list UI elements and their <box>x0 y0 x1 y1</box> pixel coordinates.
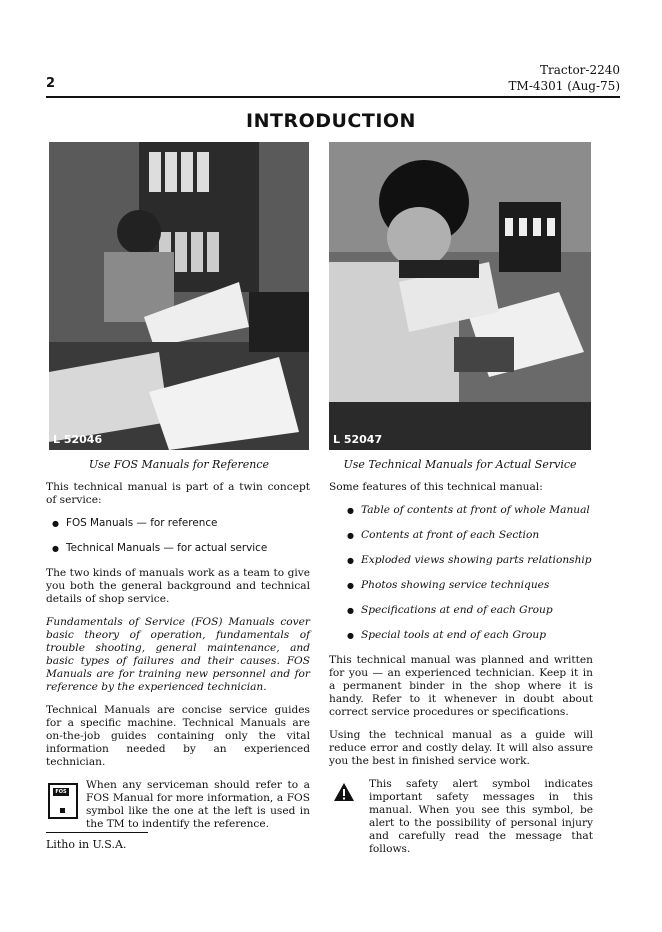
photo-label-left: L 52046 <box>53 433 103 446</box>
list-item: ● Technical Manuals — for actual service <box>46 542 310 555</box>
caption-right: Use Technical Manuals for Actual Service <box>343 458 577 471</box>
list-item: ● Contents at front of each Section <box>341 529 593 542</box>
left-bullet-list <box>46 517 310 555</box>
photo-label-right: L 52047 <box>333 433 383 446</box>
fos-note-block <box>46 779 310 831</box>
right-para-2: Using the technical manual as a guide will reduce error and costly delay. It will also assure you the best in finished service work. <box>329 729 593 767</box>
right-column <box>329 481 593 866</box>
caption-left: Use FOS Manuals for Reference <box>88 458 270 471</box>
list-item: ● Special tools at end of each Group <box>341 629 593 642</box>
left-intro: This technical manual is part of a twin concept of service: <box>46 481 310 506</box>
fos-note: When any serviceman should refer to a FOS Manual for more information, a FOS symbol like the one at the left is used in the TM to indentify the reference. <box>86 779 310 830</box>
footer-rule <box>46 832 148 833</box>
left-para-1: The two kinds of manuals work as a team to give you both the general background and technical details of shop service. <box>46 567 310 605</box>
safety-alert-note: This safety alert symbol indicates important safety messages in this manual. When you see this symbol, be alert to the possibility of personal injury and carefully read the message that follows. <box>369 778 593 855</box>
list-item: ● Specifications at end of each Group <box>341 604 593 617</box>
header-meta <box>509 62 620 94</box>
header-model: Tractor-2240 <box>540 63 620 77</box>
left-para-3: Technical Manuals are concise service guides for a specific machine. Technical Manuals are on-the-job guides containing only the vital information needed by an experienced technician. <box>46 704 310 768</box>
left-para-2: Fundamentals of Service (FOS) Manuals cover basic theory of operation, fundamentals of trouble shooting, general maintenance, and basic types of failures and their causes. FOS Manuals are for training new personnel and for reference by the experienced technician. <box>46 616 310 693</box>
footer-litho: Litho in U.S.A. <box>46 838 127 851</box>
left-column <box>46 481 310 841</box>
safety-alert-icon <box>333 782 355 802</box>
list-item: ● FOS Manuals — for reference <box>46 517 310 530</box>
list-item: ● Exploded views showing parts relationship <box>341 554 593 567</box>
right-intro: Some features of this technical manual: <box>329 481 543 493</box>
fos-symbol-text: FOS <box>53 788 69 796</box>
list-item: ● Table of contents at front of whole Manual <box>341 504 593 517</box>
header-manual: TM-4301 (Aug-75) <box>508 79 620 93</box>
photo-service-illustration <box>329 142 591 450</box>
header-rule <box>46 96 620 98</box>
photo-fos-illustration <box>49 142 309 450</box>
photo-technical-service <box>329 142 591 450</box>
right-para-1: This technical manual was planned and written for you — an experienced technician. Keep it in a permanent binder in the shop where it is handy. Refer to it whenever in doubt about correct service procedures or specifications. <box>329 654 593 718</box>
safety-alert-block <box>329 778 593 856</box>
list-item: ● Photos showing service techniques <box>341 579 593 592</box>
page-title: INTRODUCTION <box>246 110 416 132</box>
page-number: 2 <box>46 76 56 91</box>
fos-symbol-icon <box>48 783 78 819</box>
photo-fos-reference <box>49 142 309 450</box>
right-bullet-list <box>341 504 593 642</box>
